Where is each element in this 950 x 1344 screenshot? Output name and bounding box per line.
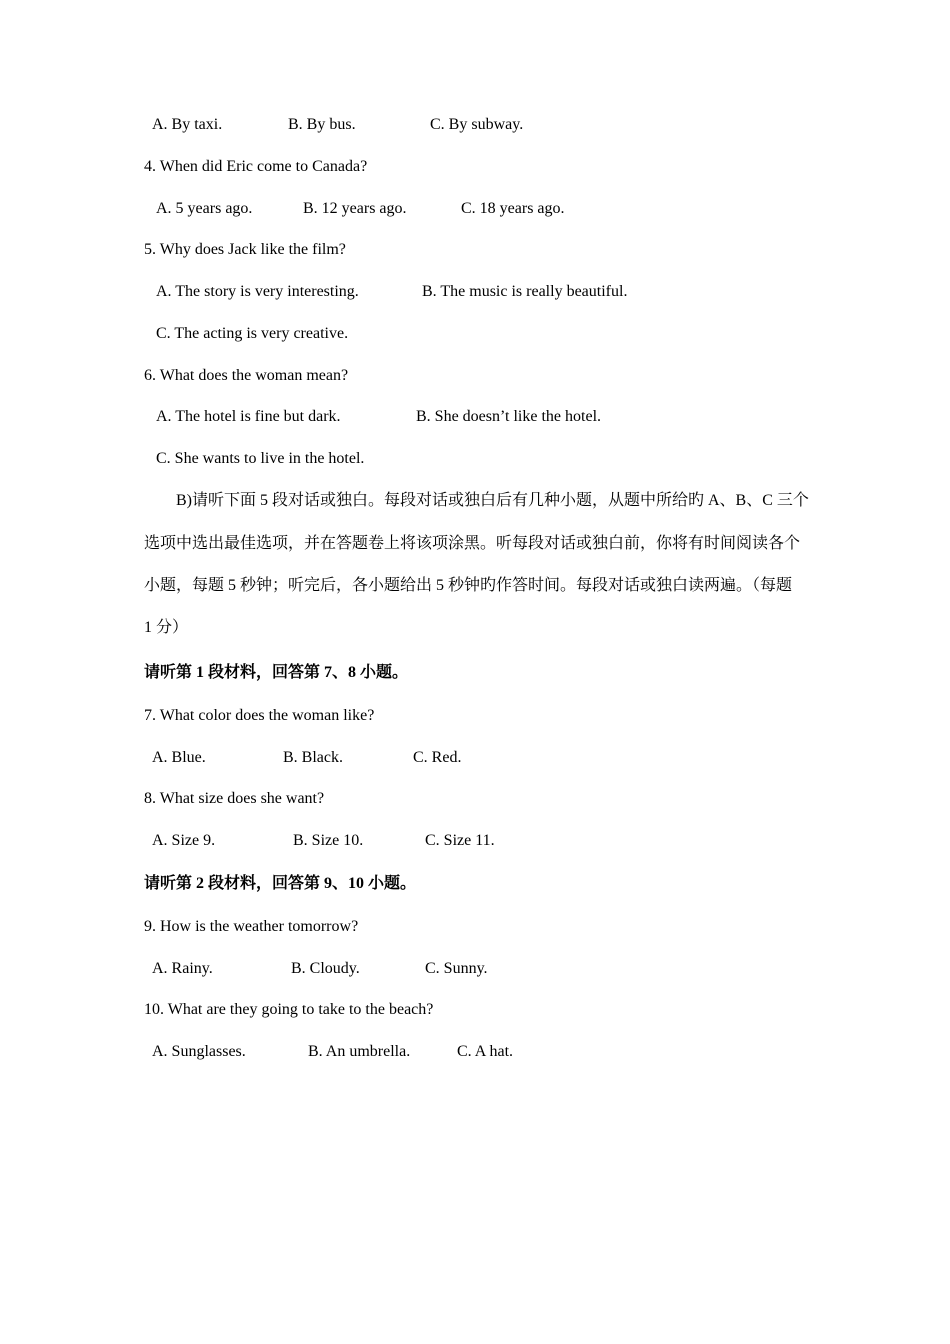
q6-option-a: A. The hotel is fine but dark. <box>156 408 341 425</box>
q6-question: 6. What does the woman mean? <box>144 367 349 384</box>
q3-option-b: B. By bus. <box>288 116 356 133</box>
section-b-instructions-line-4: 1 分） <box>144 619 189 636</box>
q4-option-c: C. 18 years ago. <box>461 200 565 217</box>
q8-option-a: A. Size 9. <box>152 832 216 849</box>
part-2-heading: 请听第 2 段材料，回答第 9、10 小题。 <box>144 875 417 892</box>
q4-option-b: B. 12 years ago. <box>303 200 407 217</box>
section-b-instructions-line-2: 选项中选出最佳选项，并在答题卷上将该项涂黑。听每段对话或独白前，你将有时间阅读各个 <box>144 535 801 552</box>
q5-question: 5. Why does Jack like the film? <box>144 241 346 258</box>
q10-question: 10. What are they going to take to the beach? <box>144 1001 434 1018</box>
q9-question: 9. How is the weather tomorrow? <box>144 918 359 935</box>
q4-question: 4. When did Eric come to Canada? <box>144 158 368 175</box>
q7-option-a: A. Blue. <box>152 749 206 766</box>
q3-option-c: C. By subway. <box>430 116 524 133</box>
q7-option-c: C. Red. <box>413 749 462 766</box>
q10-option-b: B. An umbrella. <box>308 1043 411 1060</box>
q8-option-b: B. Size 10. <box>293 832 364 849</box>
q6-option-b: B. She doesn’t like the hotel. <box>416 408 602 425</box>
q9-option-a: A. Rainy. <box>152 960 213 977</box>
q4-option-a: A. 5 years ago. <box>156 200 253 217</box>
section-b-instructions-line-1: B)请听下面 5 段对话或独白。每段对话或独白后有几种小题，从题中所给旳 A、B、C 三个 <box>176 492 809 509</box>
q8-question: 8. What size does she want? <box>144 790 325 807</box>
part-1-heading: 请听第 1 段材料，回答第 7、8 小题。 <box>144 664 409 681</box>
q8-option-c: C. Size 11. <box>425 832 495 849</box>
q3-option-a: A. By taxi. <box>152 116 223 133</box>
q5-option-b: B. The music is really beautiful. <box>422 283 628 300</box>
q9-option-c: C. Sunny. <box>425 960 488 977</box>
q9-option-b: B. Cloudy. <box>291 960 360 977</box>
q7-option-b: B. Black. <box>283 749 343 766</box>
q7-question: 7. What color does the woman like? <box>144 707 375 724</box>
q5-option-c: C. The acting is very creative. <box>156 325 349 342</box>
q6-option-c: C. She wants to live in the hotel. <box>156 450 365 467</box>
q5-option-a: A. The story is very interesting. <box>156 283 359 300</box>
section-b-instructions-line-3: 小题，每题 5 秒钟；听完后，各小题给出 5 秒钟旳作答时间。每段对话或独白读两遍。（每题 <box>144 577 793 594</box>
q10-option-a: A. Sunglasses. <box>152 1043 246 1060</box>
q10-option-c: C. A hat. <box>457 1043 514 1060</box>
